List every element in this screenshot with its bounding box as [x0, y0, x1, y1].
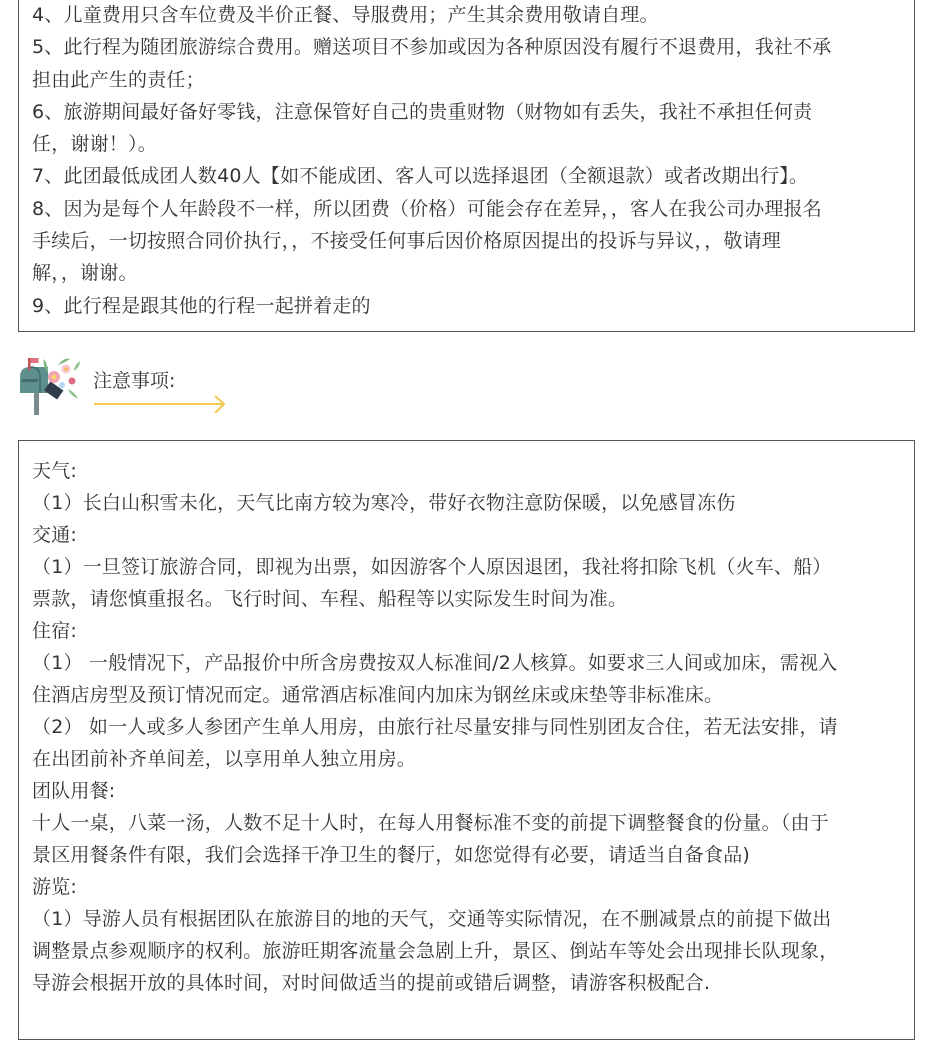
attention-line: （1）长白山积雪未化，天气比南方较为寒冷，带好衣物注意防保暖，以免感冒冻伤: [32, 492, 736, 514]
attention-line: 票款，请您慎重报名。飞行时间、车程、船程等以实际发生时间为准。: [32, 588, 628, 610]
notes-line: 6、旅游期间最好备好零钱，注意保管好自己的贵重财物（财物如有丢失，我社不承担任何责: [32, 100, 813, 123]
notes-line: 解，，谢谢。: [32, 262, 138, 285]
attention-line: 团队用餐:: [32, 780, 116, 802]
notes-line: 担由此产生的责任；: [32, 68, 205, 91]
attention-line: （2） 如一人或多人参团产生单人用房，由旅行社尽量安排与同性别团友合住，若无法安排，请: [32, 716, 838, 738]
mailbox-flower-icon: [18, 355, 82, 417]
notes-line: 任，谢谢！）。: [32, 133, 157, 156]
attention-line: 交通:: [32, 524, 78, 546]
attention-line: 在出团前补齐单间差，以享用单人独立用房。: [32, 748, 417, 770]
attention-line: 天气:: [32, 460, 78, 482]
attention-line: （1）一旦签订旅游合同，即视为出票，如因游客个人原因退团，我社将扣除飞机（火车、船）: [32, 556, 832, 578]
notes-line: 手续后，一切按照合同价执行，，不接受任何事后因价格原因提出的投诉与异议，，敬请理: [32, 230, 782, 253]
notes-line: 7、此团最低成团人数40人【如不能成团、客人可以选择退团（全额退款）或者改期出行】。: [32, 165, 809, 188]
notes-box: [18, 0, 915, 332]
attention-line: 住酒店房型及预订情况而定。通常酒店标准间内加床为钢丝床或床垫等非标准床。: [32, 684, 724, 706]
attention-line: （1）导游人员有根据团队在旅游目的地的天气，交通等实际情况，在不删减景点的前提下做出: [32, 908, 832, 930]
attention-line: 住宿:: [32, 620, 78, 642]
attention-line: 导游会根据开放的具体时间，对时间做适当的提前或错后调整，请游客积极配合.: [32, 972, 711, 994]
attention-box: [18, 440, 915, 1040]
notes-line: 4、儿童费用只含车位费及半价正餐、导服费用；产生其余费用敬请自理。: [32, 4, 659, 26]
section-header: [18, 355, 278, 417]
notes-line: 8、因为是每个人年龄段不一样，所以团费（价格）可能会存在差异，，客人在我公司办理报名: [32, 197, 822, 220]
attention-line: （1） 一般情况下，产品报价中所含房费按双人标准间/2人核算。如要求三人间或加床，需视入: [32, 652, 838, 674]
attention-line: 游览:: [32, 876, 78, 898]
notes-line: 5、此行程为随团旅游综合费用。赠送项目不参加或因为各种原因没有履行不退费用，我社不承: [32, 36, 832, 59]
attention-line: 景区用餐条件有限，我们会选择干净卫生的餐厅，如您觉得有必要，请适当自备食品): [32, 844, 751, 866]
attention-line: 十人一桌，八菜一汤，人数不足十人时，在每人用餐标准不变的前提下调整餐食的份量。（由于: [32, 812, 829, 834]
attention-line: 调整景点参观顺序的权利。旅游旺期客流量会急剧上升，景区、倒站车等处会出现排长队现象，: [32, 940, 839, 962]
arrow-underline-icon: [92, 395, 232, 415]
notes-line: 9、此行程是跟其他的行程一起拼着走的: [32, 294, 371, 317]
section-title: 注意事项:: [93, 370, 176, 392]
